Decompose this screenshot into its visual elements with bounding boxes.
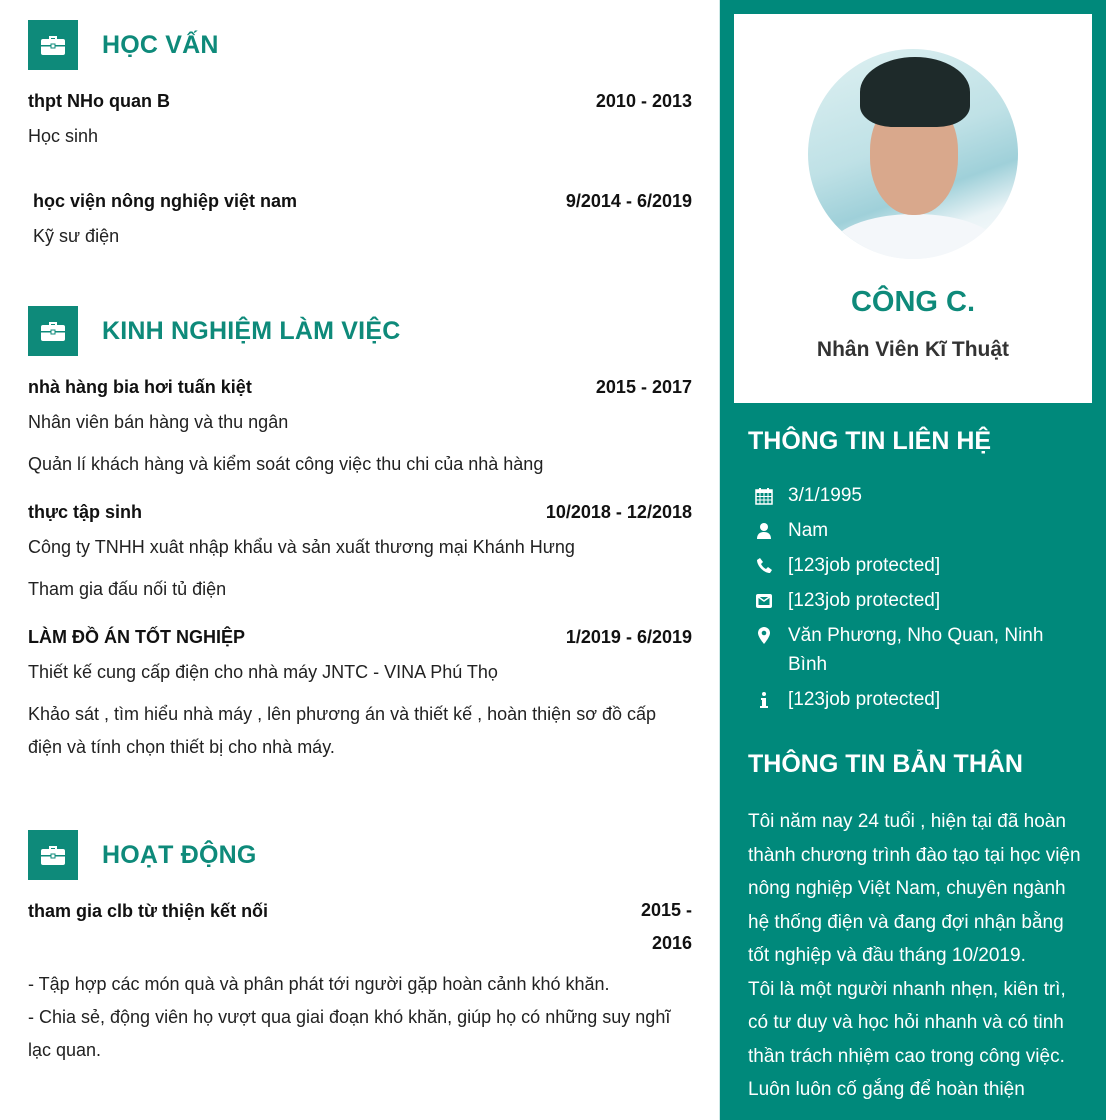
contact-value: 3/1/1995 (788, 485, 862, 506)
experience-entry (28, 502, 692, 606)
entry-date: 9/2014 - 6/2019 (565, 191, 692, 211)
contact-address (754, 621, 1084, 679)
profile-name: CÔNG C. (850, 286, 976, 318)
info-icon (754, 685, 774, 714)
experience-entry (28, 627, 692, 764)
calendar-icon (754, 481, 774, 510)
contact-list (754, 481, 1084, 720)
entry-date (641, 894, 692, 960)
contact-phone (754, 551, 1084, 580)
entry-date: 1/2019 - 6/2019 (565, 627, 692, 647)
contact-value: [123job protected] (788, 590, 941, 611)
contact-value: Nam (788, 520, 829, 541)
entry-name: học viện nông nghiệp việt nam (33, 191, 298, 211)
phone-icon (754, 551, 774, 580)
section-header (28, 306, 692, 356)
contact-title: THÔNG TIN LIÊN HỆ (748, 427, 992, 455)
entry-date: 10/2018 - 12/2018 (545, 502, 692, 522)
contact-value: [123job protected] (788, 555, 941, 576)
entry-line: - Tập hợp các món quà và phân phát tới người gặp hoàn cảnh khó khăn. (28, 974, 610, 994)
contact-birthday (754, 481, 1084, 510)
entry-name: LÀM ĐỒ ÁN TỐT NGHIỆP (28, 627, 245, 647)
profile-card (734, 14, 1092, 403)
entry-line: Quản lí khách hàng và kiểm soát công việc thu chi của nhà hàng (28, 454, 544, 474)
contact-value: [123job protected] (788, 689, 941, 710)
education-entry (28, 191, 692, 253)
section-title: HOẠT ĐỘNG (102, 840, 257, 869)
about-paragraph: Luôn luôn cố gắng để hoàn thiện (748, 1079, 1025, 1100)
contact-value: Văn Phương, Nho Quan, Ninh Bình (788, 625, 1044, 675)
experience-entry (28, 377, 692, 481)
avatar (808, 49, 1018, 259)
about-paragraph: Tôi năm nay 24 tuổi , hiện tại đã hoàn thành chương trình đào tạo tại học viện nông nghiệp Việt Nam, chuyên ngành hệ thống điện và đang đợi nhận bằng tốt nghiệp và đầu tháng 10/2019. (748, 811, 1081, 966)
entry-line: Khảo sát , tìm hiểu nhà máy , lên phương án và thiết kế , hoàn thiện sơ đồ cấp điện và tính chọn thiết bị cho nhà máy. (28, 704, 657, 757)
about-text (748, 805, 1088, 1107)
entry-name: thpt NHo quan B (28, 91, 170, 111)
entry-name: tham gia clb từ thiện kết nối (28, 901, 269, 921)
about-title: THÔNG TIN BẢN THÂN (748, 750, 1023, 778)
entry-line: Công ty TNHH xuât nhập khẩu và sản xuất thương mại Khánh Hưng (28, 537, 575, 557)
entry-date-line: 2016 (651, 933, 692, 953)
section-header (28, 830, 692, 880)
entry-line: Học sinh (28, 126, 99, 146)
section-activities (28, 830, 692, 1067)
contact-email (754, 586, 1084, 615)
section-education (28, 20, 692, 253)
entry-line: Kỹ sư điện (33, 226, 120, 246)
entry-date: 2010 - 2013 (595, 91, 692, 111)
briefcase-icon (28, 830, 78, 880)
entry-date-line: 2015 - (640, 900, 692, 920)
section-title: KINH NGHIỆM LÀM VIỆC (102, 316, 401, 345)
entry-date: 2015 - 2017 (595, 377, 692, 397)
contact-info (754, 685, 1084, 714)
section-experience (28, 306, 692, 764)
briefcase-icon (28, 306, 78, 356)
entry-line: Nhân viên bán hàng và thu ngân (28, 412, 289, 432)
section-header (28, 20, 692, 70)
entry-line: Tham gia đấu nối tủ điện (28, 579, 227, 599)
entry-line: Thiết kế cung cấp điện cho nhà máy JNTC - VINA Phú Thọ (28, 662, 498, 682)
activity-entry (28, 901, 692, 1067)
map-marker-icon (754, 621, 774, 650)
entry-line: - Chia sẻ, động viên họ vượt qua giai đoạn khó khăn, giúp họ có những suy nghĩ lạc quan. (28, 1007, 671, 1060)
profile-role: Nhân Viên Kĩ Thuật (816, 338, 1010, 361)
section-title: HỌC VẤN (102, 30, 219, 59)
education-entry (28, 91, 692, 153)
envelope-icon (754, 586, 774, 615)
briefcase-icon (28, 20, 78, 70)
entry-name: thực tập sinh (28, 502, 143, 522)
sidebar (720, 0, 1106, 1120)
user-icon (754, 516, 774, 545)
entry-name: nhà hàng bia hơi tuấn kiệt (28, 377, 252, 397)
contact-gender (754, 516, 1084, 545)
about-paragraph: Tôi là một người nhanh nhẹn, kiên trì, có tư duy và học hỏi nhanh và có tinh thần trách nhiệm cao trong công việc. (748, 978, 1066, 1067)
